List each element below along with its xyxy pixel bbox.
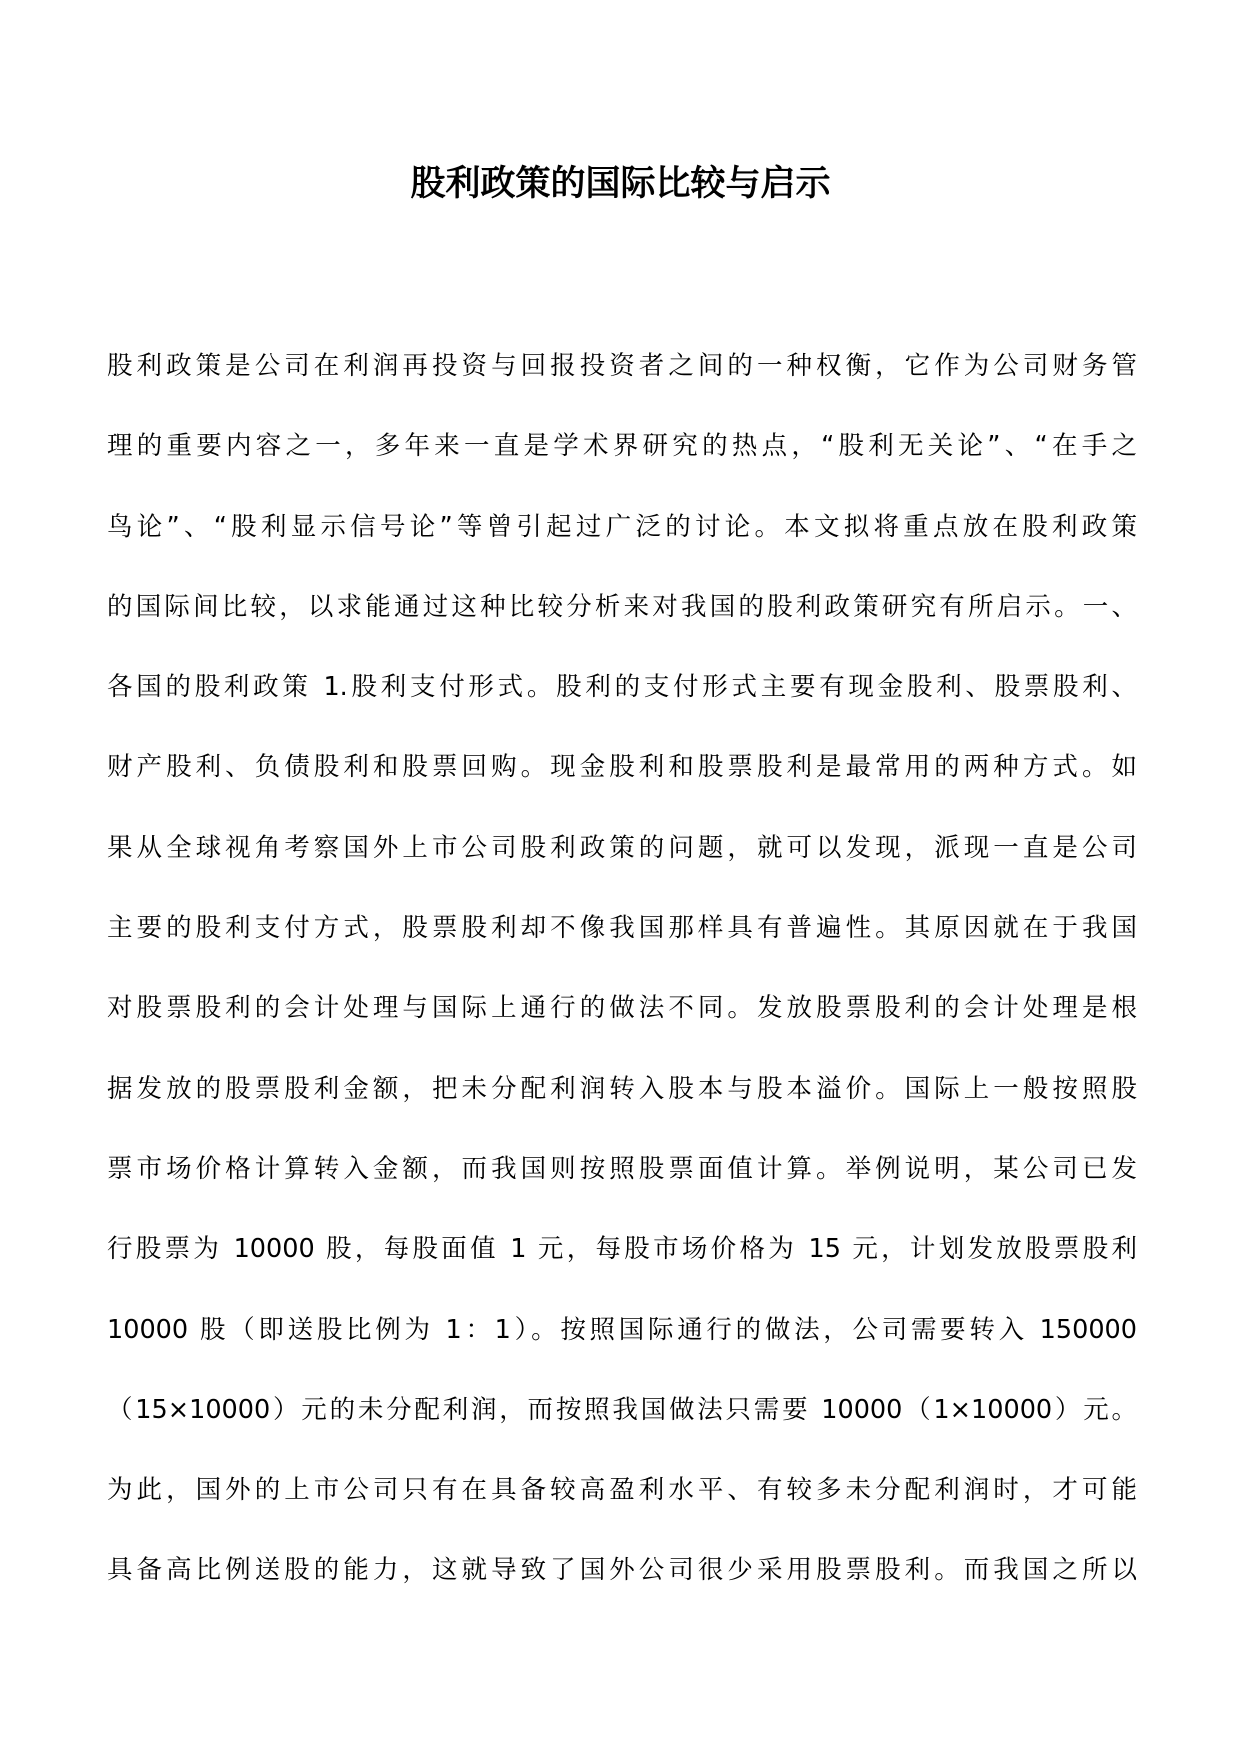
- body-line-7: 果从全球视角考察国外上市公司股利政策的问题，就可以发现，派现一直是公司: [107, 832, 1137, 863]
- body-line-9: 对股票股利的会计处理与国际上通行的做法不同。发放股票股利的会计处理是根: [107, 993, 1137, 1024]
- body-line-11: 票市场价格计算转入金额，而我国则按照股票面值计算。举例说明，某公司已发: [107, 1153, 1137, 1184]
- body-line-14: （15×10000）元的未分配利润，而按照我国做法只需要 10000（1×10000）元。: [107, 1394, 1137, 1425]
- body-line-12: 行股票为 10000 股，每股面值 1 元，每股市场价格为 15 元，计划发放股票股利: [107, 1234, 1137, 1265]
- document-body: [107, 348, 1137, 1633]
- body-line-1: 股利政策是公司在利润再投资与回报投资者之间的一种权衡，它作为公司财务管: [107, 351, 1137, 381]
- body-line-16: 具备高比例送股的能力，这就导致了国外公司很少采用股票股利。而我国之所以: [107, 1555, 1137, 1586]
- body-line-2: 理的重要内容之一，多年来一直是学术界研究的热点，“股利无关论”、“在手之: [107, 431, 1137, 462]
- body-line-8: 主要的股利支付方式，股票股利却不像我国那样具有普遍性。其原因就在于我国: [107, 913, 1137, 944]
- body-line-4: 的国际间比较，以求能通过这种比较分析来对我国的股利政策研究有所启示。一、: [107, 591, 1137, 622]
- body-line-5: 各国的股利政策 1.股利支付形式。股利的支付形式主要有现金股利、股票股利、: [107, 672, 1137, 703]
- body-line-13: 10000 股（即送股比例为 1：1）。按照国际通行的做法，公司需要转入 150000: [107, 1314, 1137, 1345]
- body-line-6: 财产股利、负债股利和股票回购。现金股利和股票股利是最常用的两种方式。如: [107, 752, 1137, 783]
- document-title: 股利政策的国际比较与启示: [410, 163, 831, 204]
- body-line-3: 鸟论”、“股利显示信号论”等曾引起过广泛的讨论。本文拟将重点放在股利政策: [107, 511, 1137, 542]
- body-line-10: 据发放的股票股利金额，把未分配利润转入股本与股本溢价。国际上一般按照股: [107, 1073, 1137, 1104]
- body-line-15: 为此，国外的上市公司只有在具备较高盈利水平、有较多未分配利润时，才可能: [107, 1475, 1137, 1506]
